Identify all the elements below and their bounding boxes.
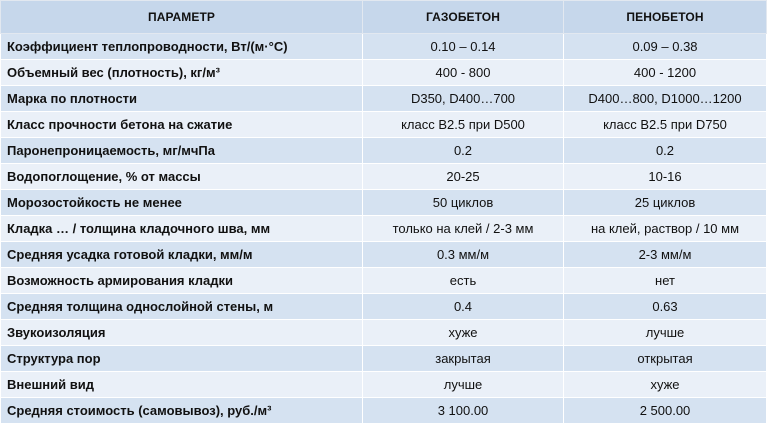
table-row bbox=[1, 268, 767, 294]
table-row bbox=[1, 34, 767, 60]
row-foam-value: 0.09 – 0.38 bbox=[564, 34, 767, 60]
row-gas-value: хуже bbox=[363, 320, 564, 346]
row-foam-value: D400…800, D1000…1200 bbox=[564, 86, 767, 112]
row-gas-value: 0.3 мм/м bbox=[363, 242, 564, 268]
row-gas-value: 400 - 800 bbox=[363, 60, 564, 86]
table-row bbox=[1, 398, 767, 424]
row-foam-value: нет bbox=[564, 268, 767, 294]
table-row bbox=[1, 320, 767, 346]
row-parameter: Кладка … / толщина кладочного шва, мм bbox=[1, 216, 363, 242]
header-foam-concrete: ПЕНОБЕТОН bbox=[564, 1, 767, 34]
row-parameter: Класс прочности бетона на сжатие bbox=[1, 112, 363, 138]
row-parameter: Марка по плотности bbox=[1, 86, 363, 112]
header-parameter: ПАРАМЕТР bbox=[1, 1, 363, 34]
table-row bbox=[1, 372, 767, 398]
row-foam-value: 0.2 bbox=[564, 138, 767, 164]
table-row bbox=[1, 216, 767, 242]
row-parameter: Возможность армирования кладки bbox=[1, 268, 363, 294]
table-row bbox=[1, 60, 767, 86]
row-foam-value: 400 - 1200 bbox=[564, 60, 767, 86]
row-foam-value: 2 500.00 bbox=[564, 398, 767, 424]
row-foam-value: хуже bbox=[564, 372, 767, 398]
row-foam-value: класс В2.5 при D750 bbox=[564, 112, 767, 138]
table-row bbox=[1, 138, 767, 164]
table-row bbox=[1, 242, 767, 268]
table-row bbox=[1, 294, 767, 320]
row-parameter: Коэффициент теплопроводности, Вт/(м·°С) bbox=[1, 34, 363, 60]
header-gas-concrete: ГАЗОБЕТОН bbox=[363, 1, 564, 34]
row-parameter: Средняя стоимость (самовывоз), руб./м³ bbox=[1, 398, 363, 424]
row-gas-value: 0.4 bbox=[363, 294, 564, 320]
row-foam-value: 10-16 bbox=[564, 164, 767, 190]
row-foam-value: 25 циклов bbox=[564, 190, 767, 216]
row-gas-value: лучше bbox=[363, 372, 564, 398]
row-parameter: Морозостойкость не менее bbox=[1, 190, 363, 216]
row-parameter: Средняя усадка готовой кладки, мм/м bbox=[1, 242, 363, 268]
row-parameter: Структура пор bbox=[1, 346, 363, 372]
row-parameter: Внешний вид bbox=[1, 372, 363, 398]
row-gas-value: D350, D400…700 bbox=[363, 86, 564, 112]
table-row bbox=[1, 164, 767, 190]
table-row bbox=[1, 190, 767, 216]
row-foam-value: на клей, раствор / 10 мм bbox=[564, 216, 767, 242]
row-gas-value: 3 100.00 bbox=[363, 398, 564, 424]
row-foam-value: 2-3 мм/м bbox=[564, 242, 767, 268]
table-header-row bbox=[1, 1, 767, 34]
row-parameter: Средняя толщина однослойной стены, м bbox=[1, 294, 363, 320]
row-gas-value: 0.10 – 0.14 bbox=[363, 34, 564, 60]
row-foam-value: 0.63 bbox=[564, 294, 767, 320]
row-parameter: Водопоглощение, % от массы bbox=[1, 164, 363, 190]
row-foam-value: открытая bbox=[564, 346, 767, 372]
row-gas-value: 20-25 bbox=[363, 164, 564, 190]
row-parameter: Звукоизоляция bbox=[1, 320, 363, 346]
table-row bbox=[1, 112, 767, 138]
row-gas-value: 0.2 bbox=[363, 138, 564, 164]
row-gas-value: класс В2.5 при D500 bbox=[363, 112, 564, 138]
table-row bbox=[1, 346, 767, 372]
row-gas-value: есть bbox=[363, 268, 564, 294]
row-parameter: Объемный вес (плотность), кг/м³ bbox=[1, 60, 363, 86]
table-row bbox=[1, 86, 767, 112]
row-gas-value: 50 циклов bbox=[363, 190, 564, 216]
row-gas-value: закрытая bbox=[363, 346, 564, 372]
row-gas-value: только на клей / 2-3 мм bbox=[363, 216, 564, 242]
row-foam-value: лучше bbox=[564, 320, 767, 346]
row-parameter: Паронепроницаемость, мг/мчПа bbox=[1, 138, 363, 164]
